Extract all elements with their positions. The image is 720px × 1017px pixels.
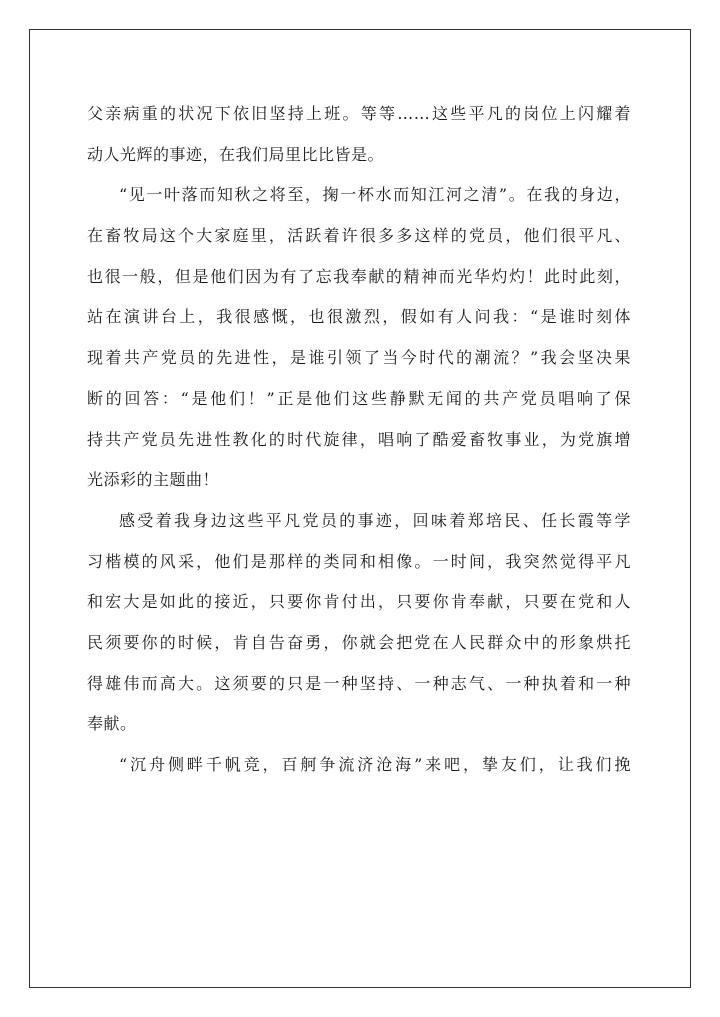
text-line-1: 父亲病重的状况下依旧坚持上班。等等……这些平凡的岗位上闪耀着 [87,104,631,123]
document-body [87,94,631,786]
text-line-5: 也很一般，但是他们因为有了忘我奉献的精神而光华灼灼！此时此刻， [87,266,631,286]
text-line-10: 光添彩的主题曲！ [87,470,220,490]
text-line-4: 在畜牧局这个大家庭里，活跃着许很多多这样的党员，他们很平凡、 [87,226,631,246]
text-line-14: 民须要你的时候，肯自告奋勇，你就会把党在人民群众中的形象烘托 [87,632,631,652]
text-line-15: 得雄伟而高大。这须要的只是一种坚持、一种志气、一种执着和一种 [87,673,631,693]
text-line-3: “见一叶落而知秋之将至，掬一杯水而知江河之清”。在我的身边， [119,185,631,205]
text-line-17: “沉舟侧畔千帆竞，百舸争流济沧海”来吧，挚友们，让我们挽 [119,755,631,774]
text-line-6: 站在演讲台上，我很感慨，也很激烈，假如有人问我：“是谁时刻体 [87,307,631,327]
text-line-16: 奉献。 [87,714,137,734]
text-line-12: 习楷模的风采，他们是那样的类同和相像。一时间，我突然觉得平凡 [87,551,631,571]
text-line-11: 感受着我身边这些平凡党员的事迹，回味着郑培民、任长霞等学 [119,510,631,530]
text-line-7: 现着共产党员的先进性，是谁引领了当今时代的潮流？”我会坚决果 [87,348,631,368]
text-line-2: 动人光辉的事迹，在我们局里比比皆是。 [87,144,385,164]
text-line-9: 持共产党员先进性教化的时代旋律，唱响了酷爱畜牧事业，为党旗增 [87,429,631,449]
text-line-8: 断的回答：“是他们！”正是他们这些静默无闻的共产党员唱响了保 [87,388,631,408]
text-line-13: 和宏大是如此的接近，只要你肯付出，只要你肯奉献，只要在党和人 [87,592,631,612]
